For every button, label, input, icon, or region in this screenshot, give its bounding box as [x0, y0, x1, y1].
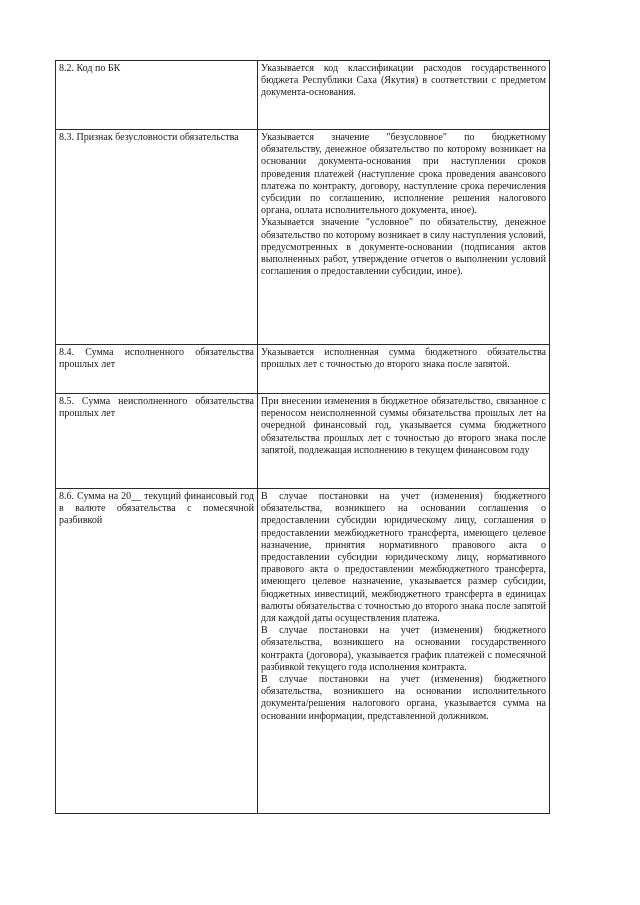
field-description [258, 489, 550, 814]
field-label: 8.5. Сумма неисполненного обязательства прошлых лет [56, 394, 258, 489]
field-label: 8.4. Сумма исполненного обязательства прошлых лет [56, 345, 258, 394]
table-row [56, 394, 550, 489]
field-description [258, 61, 550, 130]
table-row [56, 130, 550, 345]
table-row [56, 61, 550, 130]
field-label: 8.3. Признак безусловности обязательства [56, 130, 258, 345]
description-paragraph: В случае постановки на учет (изменения) бюджетного обязательства, возникшего на основании исполнительного документа/решения налогового органа, указывается сумма на основании информации, представленной должником. [261, 674, 546, 722]
description-paragraph: В случае постановки на учет (изменения) бюджетного обязательства, возникшего на основании соглашения о предоставлении субсидии юридическому лицу, соглашения о предоставлении межбюджетного трансферта, имеющего целевое назначение, принятия нормативного правового акта о предоставлении субсидии юридическому лицу, нормативного правового акта о предоставлении межбюджетного трансферта, имеющего целевое назначение, указывается размер субсидии, бюджетных инвестиций, межбюджетного трансферта в единицах валюты обязательства с точностью до второго знака после запятой для каждой даты осуществления платежа. [261, 491, 546, 625]
field-description [258, 130, 550, 345]
field-description [258, 345, 550, 394]
description-paragraph: Указывается значение "безусловное" по бюджетному обязательству, денежное обязательство по которому возникает на основании документа-основания при наступлении сроков проведения платежей (наступление срока проведения авансового платежа по контракту, договору, наступление срока перечисления субсидии по соглашению, исполнение решения налогового органа, оплата исполнительного документа, иное). [261, 132, 546, 217]
description-paragraph: Указывается исполненная сумма бюджетного обязательства прошлых лет с точностью до второго знака после запятой. [261, 347, 546, 371]
field-label: 8.2. Код по БК [56, 61, 258, 130]
description-paragraph: В случае постановки на учет (изменения) бюджетного обязательства, возникшего на основании государственного контракта (договора), указывается график платежей с помесячной разбивкой текущего года исполнения контракта. [261, 625, 546, 673]
description-paragraph: При внесении изменения в бюджетное обязательство, связанное с переносом неисполненной суммы обязательства прошлых лет на очередной финансовый год, указывается сумма бюджетного обязательства прошлых лет с точностью до второго знака после запятой, подлежащая исполнению в текущем финансовом году [261, 396, 546, 456]
description-paragraph: Указывается код классификации расходов государственного бюджета Республики Саха (Якутия) в соответствии с предметом документа-основания. [261, 63, 546, 99]
description-paragraph: Указывается значение "условное" по обязательству, денежное обязательство по которому возникает в силу наступления условий, предусмотренных в документе-основании (подписания актов выполненных работ, утверждение отчетов о выполнении условий соглашения о предоставлении субсидии, иное). [261, 217, 546, 278]
instruction-table [55, 60, 550, 814]
field-label: 8.6. Сумма на 20__ текущий финансовый год в валюте обязательства с помесячной разбивкой [56, 489, 258, 814]
field-description [258, 394, 550, 489]
table-row [56, 345, 550, 394]
table-row [56, 489, 550, 814]
